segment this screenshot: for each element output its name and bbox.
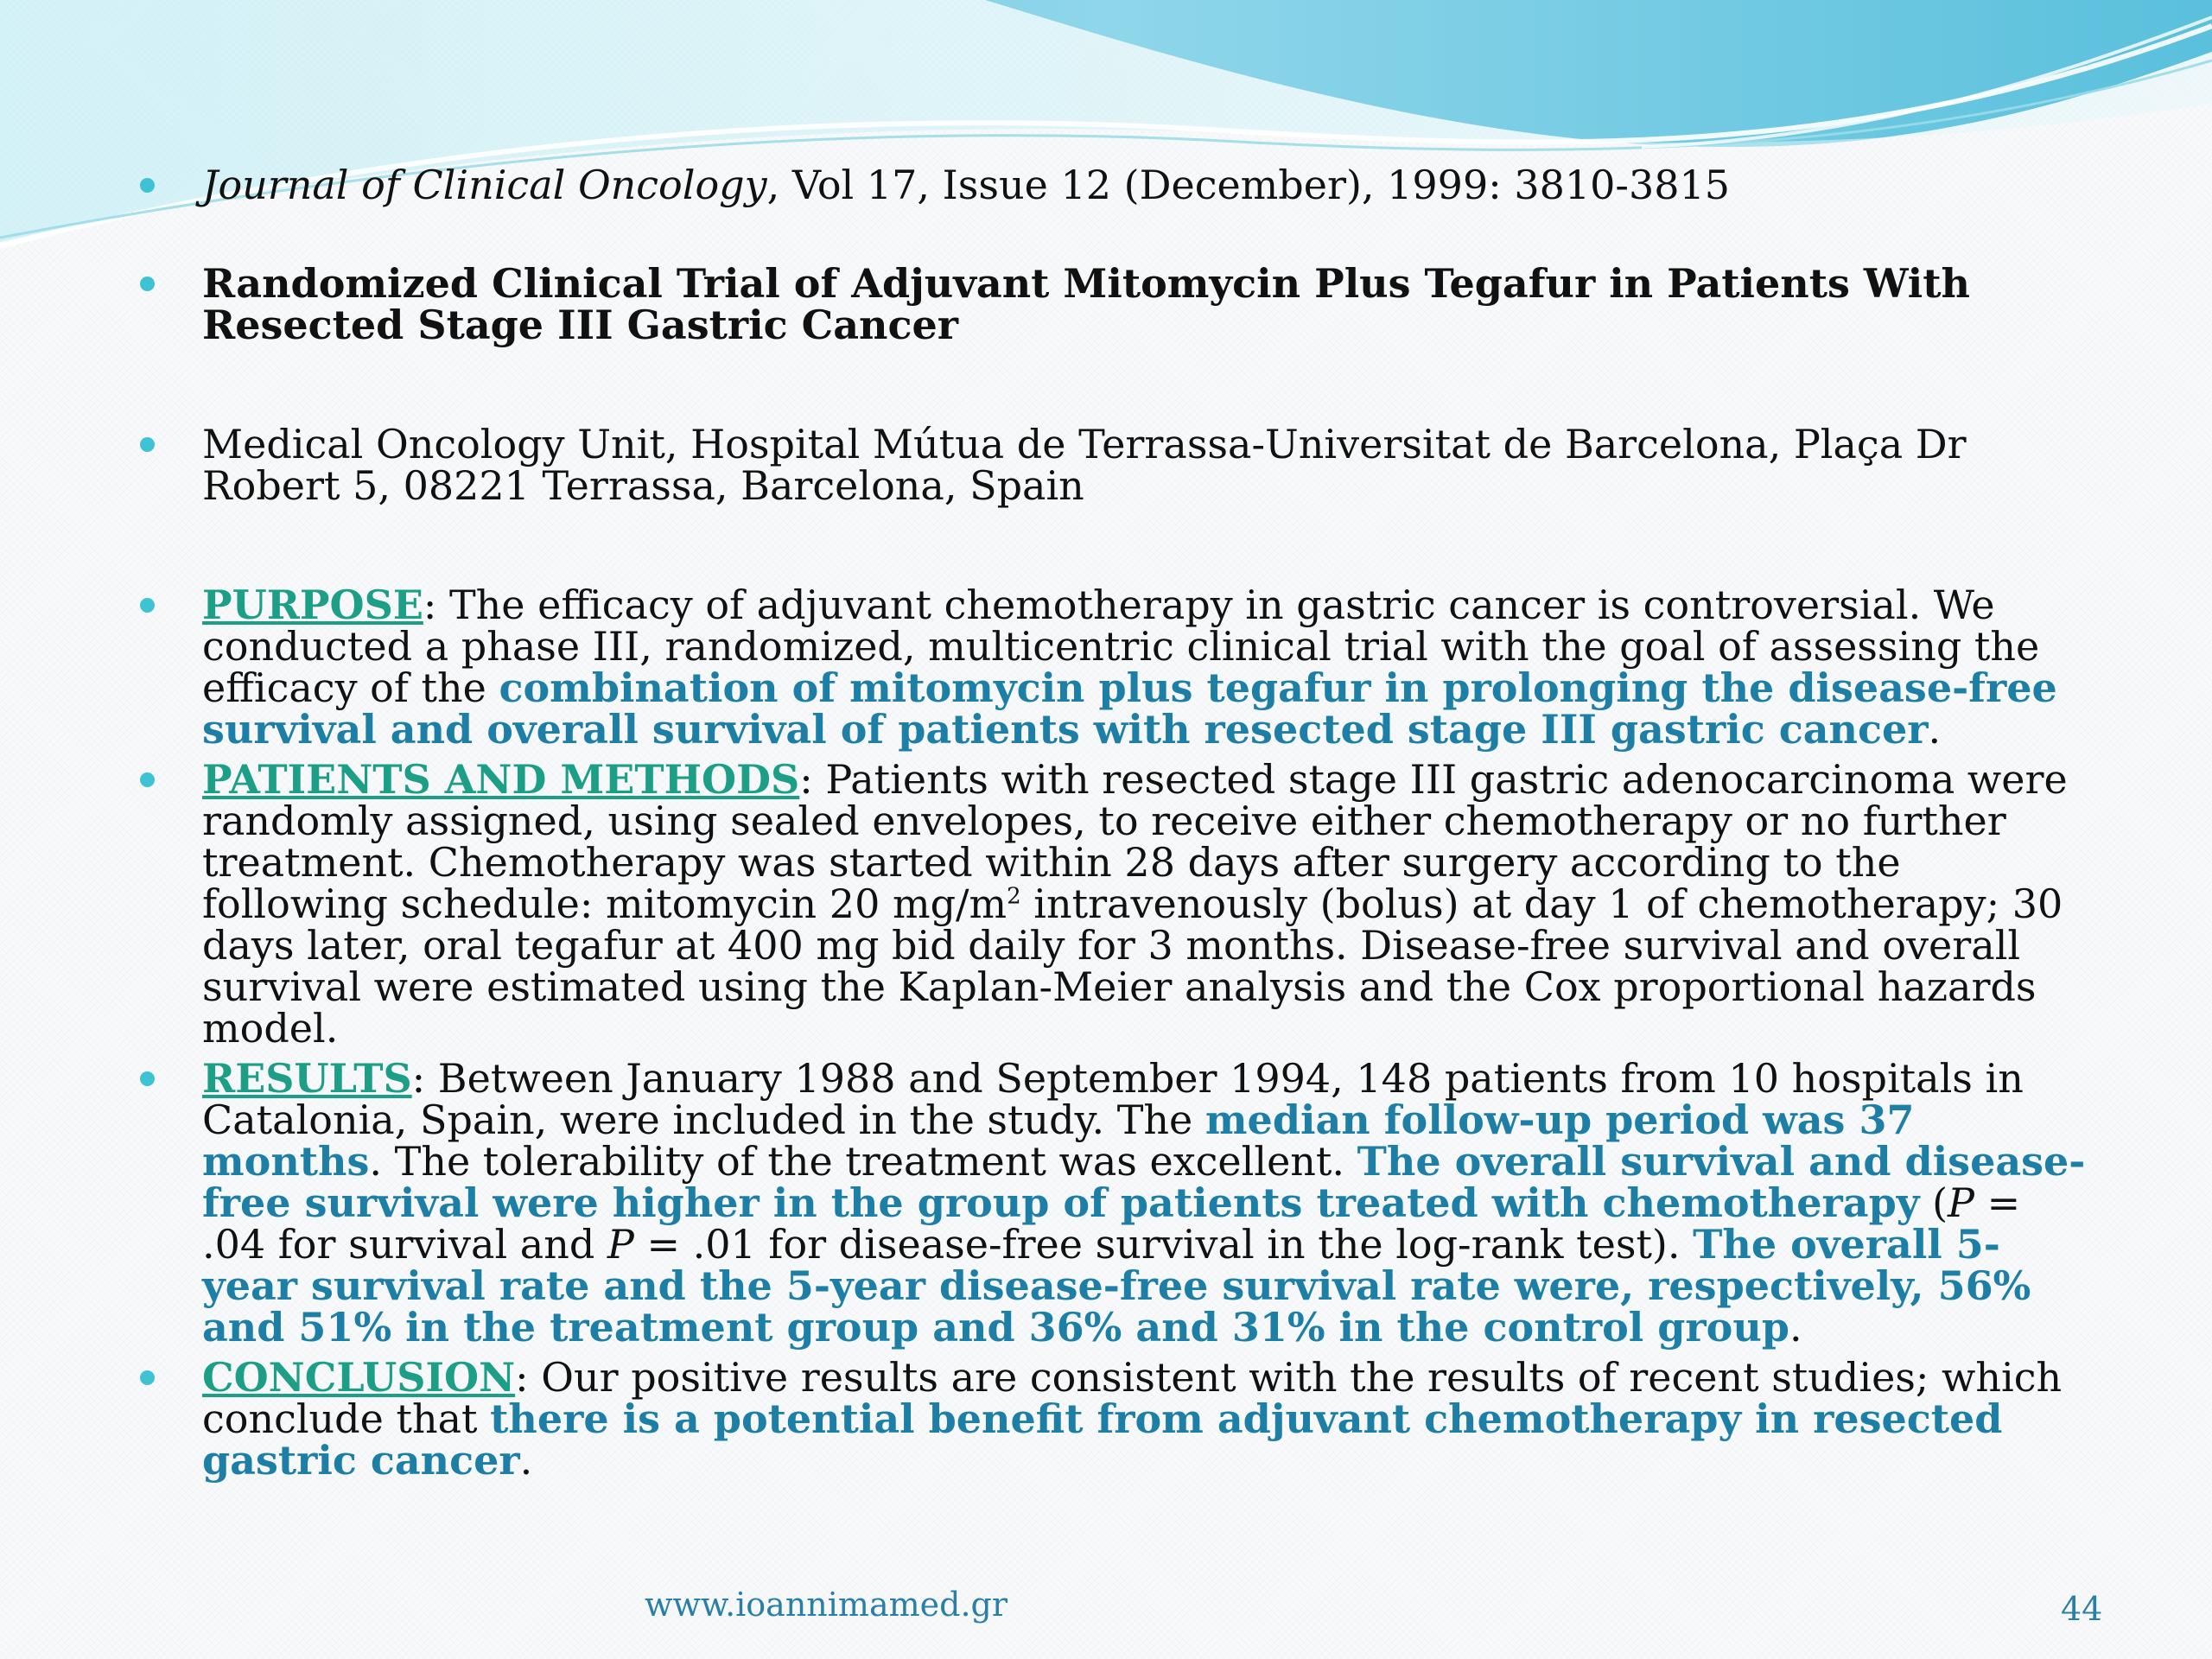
conclusion-text-2: . [519, 1437, 533, 1484]
bullet-icon [140, 1071, 155, 1086]
methods-text-1: : Patients with resected stage III gastric adenocarcinoma were randomly assigned, using sealed envelopes, to receive either chemotherapy or no further treatment. Chemotherapy was started within 28 days after surgery according to the following schedule: mitomycin 20 mg/m [202, 756, 2068, 927]
purpose-label: PURPOSE [202, 582, 423, 628]
results-text-2: . The tolerability of the treatment was excellent. [369, 1138, 1357, 1185]
slide-content [137, 162, 2089, 1484]
bullet-icon [140, 178, 155, 193]
bullet-icon [140, 1370, 155, 1385]
affiliation-text: Medical Oncology Unit, Hospital Mútua de Terrassa-Universitat de Barcelona, Plaça Dr Robert 5, 08221 Terrassa, Barcelona, Spain [202, 421, 1967, 509]
conclusion-highlight: there is a potential benefit from adjuvant chemotherapy in resected gastric cancer [202, 1395, 2003, 1484]
conclusion-text-1: : Our positive results are consistent with the results of recent studies; which conclude that [202, 1354, 2063, 1442]
bullet-icon [140, 772, 155, 787]
bullet-conclusion [137, 1354, 2089, 1484]
methods-label: PATIENTS AND METHODS [202, 756, 800, 803]
bullet-icon [140, 437, 155, 452]
methods-text-2: intravenously (bolus) at day 1 of chemotherapy; 30 days later, oral tegafur at 400 mg bid daily for 3 months. Disease-free survival and overall survival were estimated using the Kaplan-Meier analysis and the Cox proportional hazards model. [202, 880, 2063, 1052]
results-text-5: = .01 for disease-free survival in the log-rank test). [633, 1221, 1694, 1268]
results-p-value-1: P [1948, 1179, 1974, 1226]
bullet-citation [137, 164, 2089, 206]
conclusion-label: CONCLUSION [202, 1354, 516, 1401]
purpose-highlight: combination of mitomycin plus tegafur in prolonging the disease-free survival and overall survival of patients with resected stage III gastric cancer [202, 664, 2057, 753]
results-highlight-1: median follow-up period was 37 months [202, 1096, 1915, 1185]
bullet-affiliation [137, 421, 2089, 509]
bullet-icon [140, 598, 155, 613]
purpose-text-1: : The efficacy of adjuvant chemotherapy in gastric cancer is controversial. We conducted a phase III, randomized, multicentric clinical trial with the goal of assessing the efficacy of the [202, 582, 2040, 711]
methods-superscript: 2 [1007, 883, 1021, 910]
results-p-value-2: P [607, 1221, 634, 1268]
citation-details: , Vol 17, Issue 12 (December), 1999: 3810-3815 [766, 162, 1731, 208]
bullet-results [137, 1055, 2089, 1351]
footer-url: www.ioannimamed.gr [645, 1586, 1008, 1624]
purpose-text-2: . [1928, 706, 1942, 753]
results-label: RESULTS [202, 1055, 412, 1102]
results-text-3: ( [1919, 1179, 1948, 1226]
results-text-1: : Between January 1988 and September 1994, 148 patients from 10 hospitals in Catalonia, Spain, were included in the study. The [202, 1055, 2024, 1143]
bullet-purpose [137, 582, 2089, 753]
page-number: 44 [2061, 1590, 2103, 1628]
results-highlight-2: The overall survival and disease-free survival were higher in the group of patients treated with chemotherapy [202, 1138, 2086, 1226]
bullet-icon [140, 276, 155, 291]
article-title: Randomized Clinical Trial of Adjuvant Mitomycin Plus Tegafur in Patients With Resected Stage III Gastric Cancer [202, 260, 1970, 348]
bullet-methods [137, 756, 2089, 1052]
results-highlight-3: The overall 5-year survival rate and the 5-year disease-free survival rate were, respectively, 56% and 51% in the treatment group and 36% and 31% in the control group [202, 1221, 2031, 1351]
journal-name: Journal of Clinical Oncology [202, 162, 767, 208]
results-text-6: . [1789, 1304, 1802, 1351]
bullet-title [137, 260, 2089, 348]
results-text-4: = .04 for survival and [202, 1179, 2021, 1268]
